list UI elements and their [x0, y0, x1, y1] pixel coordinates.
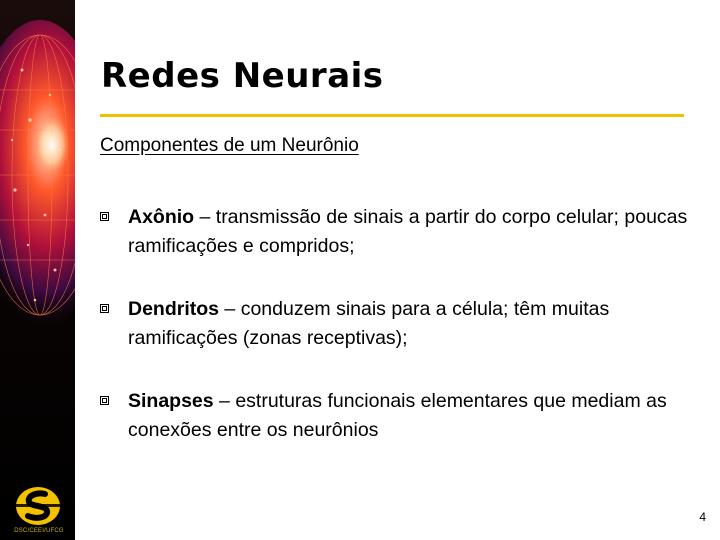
section-subtitle: Componentes de um Neurônio: [100, 135, 359, 156]
list-item: [100, 295, 690, 353]
bullet-term: Dendritos: [128, 298, 220, 320]
page-number: 4: [699, 510, 706, 524]
title-underline-rule: [100, 114, 684, 117]
bullet-text: – transmissão de sinais a partir do corpo celular; poucas ramificações e compridos;: [128, 206, 688, 257]
sidebar-neural-image: [0, 0, 75, 540]
square-bullet-icon: [100, 212, 109, 221]
bullet-text: – estruturas funcionais elementares que mediam as conexões entre os neurônios: [128, 390, 667, 441]
logo-caption: DSC/CEEI/UFCG: [14, 528, 64, 534]
bullet-term: Axônio: [128, 206, 195, 228]
neural-network-globe-image: [0, 0, 75, 540]
bullet-term: Sinapses: [128, 390, 214, 412]
list-item: [100, 387, 690, 445]
page-title: Redes Neurais: [101, 56, 384, 96]
square-bullet-icon: [100, 396, 109, 405]
list-item: [100, 203, 690, 261]
square-bullet-icon: [100, 304, 109, 313]
dsc-logo-icon: [14, 484, 62, 528]
bullet-list: [100, 203, 690, 445]
bullet-text: – conduzem sinais para a célula; têm muitas ramificações (zonas receptivas);: [128, 298, 610, 349]
